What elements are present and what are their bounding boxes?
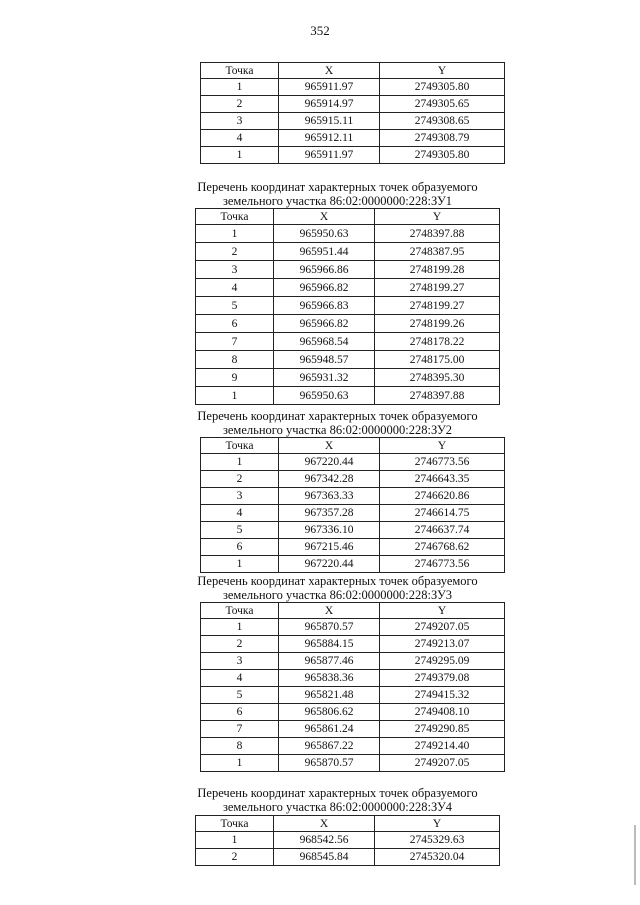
caption-line-2: земельного участка 86:02:0000000:228:ЗУ2	[222, 423, 453, 437]
x-coordinate-cell: 965911.97	[279, 147, 380, 164]
table-row	[196, 261, 500, 279]
table-row	[196, 351, 500, 369]
table-row	[201, 619, 505, 636]
caption-line-1: Перечень координат характерных точек образуемого	[197, 786, 478, 800]
coordinates-table-zu4	[195, 815, 500, 866]
y-coordinate-cell: 2748387.95	[375, 243, 500, 261]
y-coordinate-cell: 2749308.79	[380, 130, 505, 147]
x-coordinate-cell: 967342.28	[279, 471, 380, 488]
table-row	[201, 454, 505, 471]
x-coordinate-cell: 965884.15	[279, 636, 380, 653]
x-coordinate-cell: 965951.44	[274, 243, 375, 261]
table-row	[201, 488, 505, 505]
y-coordinate-cell: 2746637.74	[380, 522, 505, 539]
point-number-cell: 2	[196, 849, 274, 866]
x-coordinate-cell: 965966.83	[274, 297, 375, 315]
table-row	[201, 130, 505, 147]
table-row	[196, 243, 500, 261]
column-header-point: Точка	[201, 63, 279, 79]
table-row	[196, 387, 500, 405]
point-number-cell: 3	[201, 653, 279, 670]
y-coordinate-cell: 2748395.30	[375, 369, 500, 387]
column-header-x: X	[279, 438, 380, 454]
y-coordinate-cell: 2749308.65	[380, 113, 505, 130]
point-number-cell: 1	[201, 454, 279, 471]
point-number-cell: 6	[201, 704, 279, 721]
table-row	[201, 147, 505, 164]
y-coordinate-cell: 2748397.88	[375, 225, 500, 243]
table-row	[201, 636, 505, 653]
column-header-y: Y	[380, 438, 505, 454]
x-coordinate-cell: 965966.82	[274, 279, 375, 297]
x-coordinate-cell: 965931.32	[274, 369, 375, 387]
table-body	[196, 832, 500, 866]
point-number-cell: 2	[201, 96, 279, 113]
point-number-cell: 2	[201, 636, 279, 653]
table-row	[196, 297, 500, 315]
table-row	[201, 471, 505, 488]
point-number-cell: 1	[201, 556, 279, 573]
table-row	[196, 279, 500, 297]
y-coordinate-cell: 2749379.08	[380, 670, 505, 687]
point-number-cell: 6	[196, 315, 274, 333]
x-coordinate-cell: 968542.56	[274, 832, 375, 849]
y-coordinate-cell: 2748199.26	[375, 315, 500, 333]
column-header-point: Точка	[201, 603, 279, 619]
x-coordinate-cell: 965911.97	[279, 79, 380, 96]
table-row	[201, 522, 505, 539]
y-coordinate-cell: 2745329.63	[375, 832, 500, 849]
table-caption-zu1	[160, 180, 515, 208]
point-number-cell: 8	[201, 738, 279, 755]
column-header-x: X	[279, 603, 380, 619]
table-row	[196, 333, 500, 351]
table-row	[201, 505, 505, 522]
table-row	[196, 849, 500, 866]
page-number: 352	[310, 23, 330, 38]
table-body	[201, 454, 505, 573]
y-coordinate-cell: 2746768.62	[380, 539, 505, 556]
point-number-cell: 1	[201, 147, 279, 164]
y-coordinate-cell: 2748175.00	[375, 351, 500, 369]
point-number-cell: 9	[196, 369, 274, 387]
point-number-cell: 7	[196, 333, 274, 351]
point-number-cell: 5	[201, 687, 279, 704]
point-number-cell: 1	[201, 619, 279, 636]
coordinates-table-zu1	[195, 208, 500, 405]
y-coordinate-cell: 2749213.07	[380, 636, 505, 653]
x-coordinate-cell: 965870.57	[279, 755, 380, 772]
table-caption-zu4	[160, 786, 515, 814]
point-number-cell: 4	[196, 279, 274, 297]
y-coordinate-cell: 2748199.27	[375, 297, 500, 315]
point-number-cell: 1	[196, 225, 274, 243]
column-header-y: Y	[375, 816, 500, 832]
y-coordinate-cell: 2749305.80	[380, 79, 505, 96]
y-coordinate-cell: 2749305.65	[380, 96, 505, 113]
table-row	[201, 687, 505, 704]
table-row	[196, 225, 500, 243]
x-coordinate-cell: 967220.44	[279, 556, 380, 573]
coordinates-table-zu2	[200, 437, 505, 573]
table-caption-zu2	[160, 409, 515, 437]
table-row	[196, 315, 500, 333]
table-row	[201, 670, 505, 687]
point-number-cell: 8	[196, 351, 274, 369]
x-coordinate-cell: 965821.48	[279, 687, 380, 704]
y-coordinate-cell: 2749214.40	[380, 738, 505, 755]
y-coordinate-cell: 2749415.32	[380, 687, 505, 704]
x-coordinate-cell: 965948.57	[274, 351, 375, 369]
caption-line-1: Перечень координат характерных точек образуемого	[197, 574, 478, 588]
y-coordinate-cell: 2749207.05	[380, 619, 505, 636]
x-coordinate-cell: 965861.24	[279, 721, 380, 738]
point-number-cell: 3	[201, 488, 279, 505]
table-row	[201, 556, 505, 573]
column-header-point: Точка	[196, 816, 274, 832]
x-coordinate-cell: 965877.46	[279, 653, 380, 670]
x-coordinate-cell: 967220.44	[279, 454, 380, 471]
table-body	[201, 79, 505, 164]
caption-line-2: земельного участка 86:02:0000000:228:ЗУ1	[222, 194, 453, 208]
table-row	[201, 721, 505, 738]
table-row	[196, 832, 500, 849]
x-coordinate-cell: 965914.97	[279, 96, 380, 113]
y-coordinate-cell: 2749290.85	[380, 721, 505, 738]
x-coordinate-cell: 967357.28	[279, 505, 380, 522]
coordinates-table-zu3	[200, 602, 505, 772]
y-coordinate-cell: 2748199.27	[375, 279, 500, 297]
point-number-cell: 4	[201, 505, 279, 522]
table-row	[196, 369, 500, 387]
point-number-cell: 1	[196, 832, 274, 849]
y-coordinate-cell: 2746614.75	[380, 505, 505, 522]
y-coordinate-cell: 2749305.80	[380, 147, 505, 164]
column-header-x: X	[274, 816, 375, 832]
caption-line-2: земельного участка 86:02:0000000:228:ЗУ4	[222, 800, 453, 814]
table-row	[201, 755, 505, 772]
point-number-cell: 6	[201, 539, 279, 556]
column-header-point: Точка	[201, 438, 279, 454]
column-header-x: X	[274, 209, 375, 225]
column-header-x: X	[279, 63, 380, 79]
column-header-y: Y	[380, 63, 505, 79]
y-coordinate-cell: 2748199.28	[375, 261, 500, 279]
point-number-cell: 7	[201, 721, 279, 738]
point-number-cell: 4	[201, 130, 279, 147]
y-coordinate-cell: 2746773.56	[380, 556, 505, 573]
y-coordinate-cell: 2746773.56	[380, 454, 505, 471]
caption-line-1: Перечень координат характерных точек образуемого	[197, 409, 478, 423]
x-coordinate-cell: 965950.63	[274, 387, 375, 405]
caption-line-1: Перечень координат характерных точек образуемого	[197, 180, 478, 194]
point-number-cell: 2	[196, 243, 274, 261]
table-body	[201, 619, 505, 772]
y-coordinate-cell: 2745320.04	[375, 849, 500, 866]
x-coordinate-cell: 965950.63	[274, 225, 375, 243]
point-number-cell: 2	[201, 471, 279, 488]
point-number-cell: 1	[201, 79, 279, 96]
table-row	[201, 96, 505, 113]
x-coordinate-cell: 965870.57	[279, 619, 380, 636]
point-number-cell: 5	[196, 297, 274, 315]
caption-line-2: земельного участка 86:02:0000000:228:ЗУ3	[222, 588, 453, 602]
table-row	[201, 79, 505, 96]
y-coordinate-cell: 2746620.86	[380, 488, 505, 505]
x-coordinate-cell: 965968.54	[274, 333, 375, 351]
y-coordinate-cell: 2748178.22	[375, 333, 500, 351]
x-coordinate-cell: 965806.62	[279, 704, 380, 721]
x-coordinate-cell: 965912.11	[279, 130, 380, 147]
x-coordinate-cell: 965966.86	[274, 261, 375, 279]
table-row	[201, 113, 505, 130]
y-coordinate-cell: 2749408.10	[380, 704, 505, 721]
column-header-y: Y	[380, 603, 505, 619]
point-number-cell: 3	[196, 261, 274, 279]
scan-edge-mark	[634, 825, 636, 885]
y-coordinate-cell: 2748397.88	[375, 387, 500, 405]
y-coordinate-cell: 2749295.09	[380, 653, 505, 670]
point-number-cell: 1	[201, 755, 279, 772]
y-coordinate-cell: 2749207.05	[380, 755, 505, 772]
table-caption-zu3	[160, 574, 515, 602]
x-coordinate-cell: 967363.33	[279, 488, 380, 505]
column-header-point: Точка	[196, 209, 274, 225]
y-coordinate-cell: 2746643.35	[380, 471, 505, 488]
table-row	[201, 653, 505, 670]
point-number-cell: 1	[196, 387, 274, 405]
x-coordinate-cell: 965867.22	[279, 738, 380, 755]
column-header-y: Y	[375, 209, 500, 225]
table-row	[201, 738, 505, 755]
x-coordinate-cell: 965915.11	[279, 113, 380, 130]
x-coordinate-cell: 967336.10	[279, 522, 380, 539]
x-coordinate-cell: 967215.46	[279, 539, 380, 556]
coordinates-table-continued	[200, 62, 505, 164]
x-coordinate-cell: 965838.36	[279, 670, 380, 687]
table-row	[201, 539, 505, 556]
point-number-cell: 3	[201, 113, 279, 130]
table-body	[196, 225, 500, 405]
point-number-cell: 4	[201, 670, 279, 687]
point-number-cell: 5	[201, 522, 279, 539]
x-coordinate-cell: 968545.84	[274, 849, 375, 866]
x-coordinate-cell: 965966.82	[274, 315, 375, 333]
table-row	[201, 704, 505, 721]
